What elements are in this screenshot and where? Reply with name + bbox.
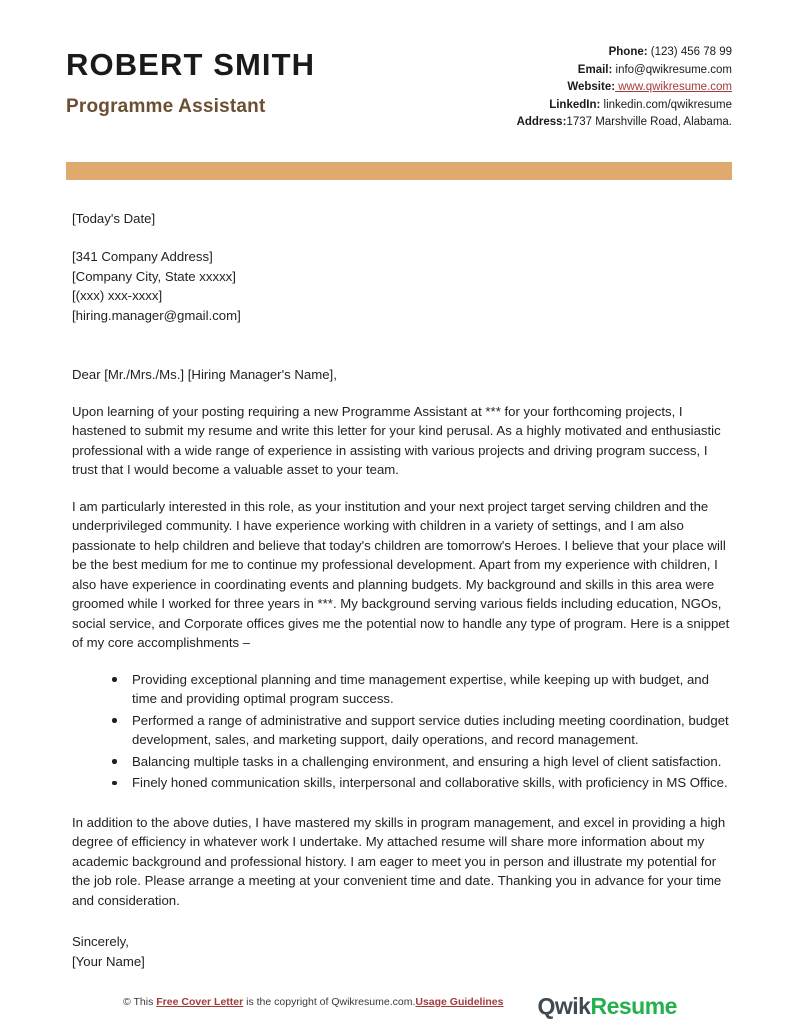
contact-label-phone: Phone: (608, 46, 648, 58)
logo-text-qwik: Qwik (537, 993, 591, 1019)
recipient-line-city: [Company City, State xxxxx] (72, 268, 236, 284)
contact-row-address (517, 114, 732, 132)
contact-label-linkedin: LinkedIn: (549, 98, 601, 111)
footer-copyright (123, 991, 503, 1008)
contact-value-linkedin: linkedin.com/qwikresume (600, 98, 732, 111)
copyright-prefix: © This (123, 996, 157, 1008)
contact-label-website: Website: (567, 81, 616, 93)
contact-row-email (517, 62, 732, 80)
copyright-middle: is the copyright of Qwikresume.com. (243, 996, 416, 1008)
qwikresume-logo (538, 991, 677, 1019)
letter-signoff (72, 932, 732, 971)
letter-paragraph-1: Upon learning of your posting requiring a new Programme Assistant at *** for your forthcoming projects, I hastened to submit my resume and write this letter for your kind perusal. As a highly motivated and enthusiastic professional with a wide range of experience in assisting with various projects and driving program success, I trust that I would become a valuable asset to your team. (72, 403, 721, 477)
contact-info-block (517, 40, 732, 132)
recipient-line-street: [341 Company Address] (72, 249, 213, 264)
contact-row-website (517, 79, 732, 97)
list-item: Providing exceptional planning and time management expertise, while keeping up with budget, and time and providing optimal program success. (110, 670, 732, 709)
contact-row-phone (517, 44, 732, 62)
identity-block (66, 40, 315, 118)
contact-value-email: info@qwikresume.com (612, 63, 732, 76)
letter-paragraph-2: I am particularly interested in this role, as your institution and your next project target serving children and the underprivileged community. I have experience working with children in a variety of settings, and I am also passionate to help children and believe that today's children are tomorrow's Heroes. I believe that your place will be the best medium for me to continue my professional development. Apart from my experience with children, I also have experience in coordinating events and planning budgets. My background and skills in this area were groomed while I worked for three years in ***. My background serving various fields including education, NGOs, social service, and Corporate offices gives me the potential now to handle any type of program. Here is a snippet of my core accomplishments – (72, 498, 730, 650)
applicant-name: ROBERT SMITH (66, 47, 316, 82)
signoff-closing: Sincerely, (72, 934, 129, 949)
recipient-line-email: [hiring.manager@gmail.com] (72, 307, 241, 323)
accomplishments-list (72, 670, 732, 793)
applicant-job-title: Programme Assistant (66, 96, 266, 118)
list-item: Balancing multiple tasks in a challenging environment, and ensuring a high level of client satisfaction. (110, 752, 732, 772)
letter-paragraph-3: In addition to the above duties, I have mastered my skills in program management, and excel in providing a high degree of efficiency in whatever work I undertake. My attached resume will share more information about my academic background and professional history. I am eager to meet you in person and illustrate my potential for the job role. Please arrange a meeting at your convenient time and date. Thanking you in advance for your time and consideration. (72, 814, 726, 908)
recipient-address-block (72, 247, 732, 325)
letter-salutation: Dear [Mr./Mrs./Ms.] [Hiring Manager's Name], (72, 367, 337, 382)
usage-guidelines-link[interactable]: Usage Guidelines (415, 996, 504, 1008)
document-header (0, 0, 800, 132)
contact-value-phone: (123) 456 78 99 (647, 46, 732, 58)
contact-row-linkedin (517, 97, 732, 115)
signoff-name: [Your Name] (72, 953, 145, 969)
letter-date: [Today's Date] (72, 210, 156, 226)
contact-label-address: Address: (516, 116, 567, 128)
contact-value-address: 1737 Marshville Road, Alabama. (566, 116, 732, 128)
contact-value-website-link[interactable]: www.qwikresume.com (615, 81, 732, 93)
recipient-line-phone: [(xxx) xxx-xxxx] (72, 288, 163, 303)
contact-label-email: Email: (577, 63, 613, 76)
logo-text-resume: Resume (590, 993, 677, 1019)
letter-body (0, 209, 800, 972)
free-cover-letter-link[interactable]: Free Cover Letter (156, 996, 244, 1008)
list-item: Performed a range of administrative and support service duties including meeting coordination, budget development, sales, and marketing support, daily operations, and record management. (110, 711, 732, 750)
header-accent-bar (66, 162, 732, 180)
list-item: Finely honed communication skills, interpersonal and collaborative skills, with proficiency in MS Office. (110, 773, 732, 793)
document-footer (0, 983, 800, 1035)
